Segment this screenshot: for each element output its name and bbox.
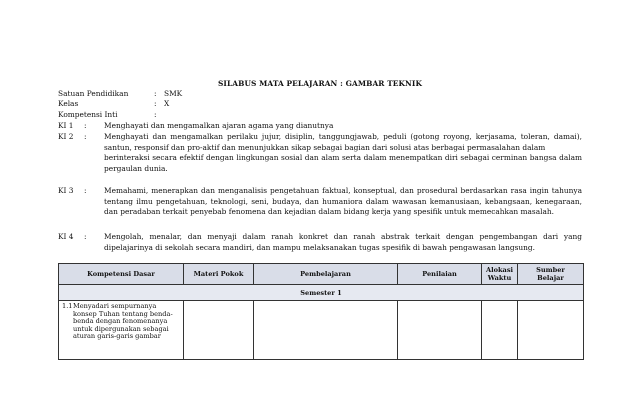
meta-label: Kompetensi Inti [58,110,118,119]
table-header-row [59,264,584,285]
header-pembelajaran: Pembelajaran [254,264,398,285]
ki-colon: : [84,132,87,141]
ki-colon: : [84,121,87,130]
meta-colon: : [154,89,157,98]
ki-paragraph: Menghayati dan mengamalkan ajaran agama yang dianutnya [104,121,334,130]
ki-text [104,132,582,174]
semester-label: Semester 1 [59,285,584,301]
meta-colon: : [154,110,157,119]
semester-row [59,285,584,301]
ki-text [104,121,582,132]
ki-paragraph: Menghayati dan mengamalkan perilaku jujur, disiplin, tanggungjawab, peduli (gotong royong, kerjasama, toleran, damai), santun, responsif dan pro-aktif dan menunjukkan sikap sebagai bagian dari solusi atas berbagai permasalahan dalam [104,132,582,152]
kd-text: Menyadari sempurnanya konsep Tuhan tentang benda-benda dengan fenomenanya untuk dipergunakan sebagai aturan garis-garis gambar [73,302,173,341]
document-title: SILABUS MATA PELAJARAN : GAMBAR TEKNIK [217,79,422,88]
header-alokasi-waktu [482,264,518,285]
materi-pokok-cell [184,301,254,360]
meta-value: SMK [164,89,183,98]
penilaian-cell [398,301,482,360]
silabus-table [58,263,584,360]
ki-code: KI 2 [58,132,74,141]
header-alokasi-line2: Waktu [487,274,512,282]
header-sumber-line1: Sumber [536,266,565,274]
ki-code: KI 1 [58,121,74,130]
header-penilaian: Penilaian [398,264,482,285]
meta-value: X [164,99,170,108]
header-alokasi-line1: Alokasi [485,266,514,274]
ki-colon: : [84,186,87,195]
ki-code: KI 3 [58,186,74,195]
pembelajaran-cell [254,301,398,360]
header-sumber-line2: Belajar [537,274,564,282]
meta-colon: : [154,99,157,108]
meta-label: Satuan Pendidikan [58,89,129,98]
ki-colon: : [84,232,87,241]
table-row [59,301,584,360]
ki-paragraph: berinteraksi secara efektif dengan lingkungan sosial dan alam serta dalam menempatkan diri sebagai cerminan bangsa dalam pergaulan dunia. [104,153,582,173]
ki-paragraph: Mengolah, menalar, dan menyaji dalam ranah konkret dan ranah abstrak terkait dengan pengembangan dari yang dipelajarinya di sekolah secara mandiri, dan mampu melaksanakan tugas spesifik di bawah pengawasan langsung. [104,232,582,252]
header-sumber-belajar [518,264,584,285]
sumber-belajar-cell [518,301,584,360]
header-kompetensi-dasar: Kompetensi Dasar [59,264,184,285]
kd-number: 1.1 [62,302,73,310]
ki-text [104,186,582,218]
kompetensi-dasar-cell [59,301,184,360]
header-materi-pokok: Materi Pokok [184,264,254,285]
meta-label: Kelas [58,99,79,108]
ki-paragraph: Memahami, menerapkan dan menganalisis pengetahuan faktual, konseptual, dan prosedural berdasarkan rasa ingin tahunya tentang ilmu pengetahuan, teknologi, seni, budaya, dan humaniora dalam wawasan kemanusiaan, kebangsaan, kenegaraan, dan peradaban terkait penyebab fenomena dan kejadian dalam bidang kerja yang spesifik untuk memecahkan masalah. [104,186,582,217]
alokasi-waktu-cell [482,301,518,360]
ki-code: KI 4 [58,232,74,241]
ki-text [104,232,582,253]
